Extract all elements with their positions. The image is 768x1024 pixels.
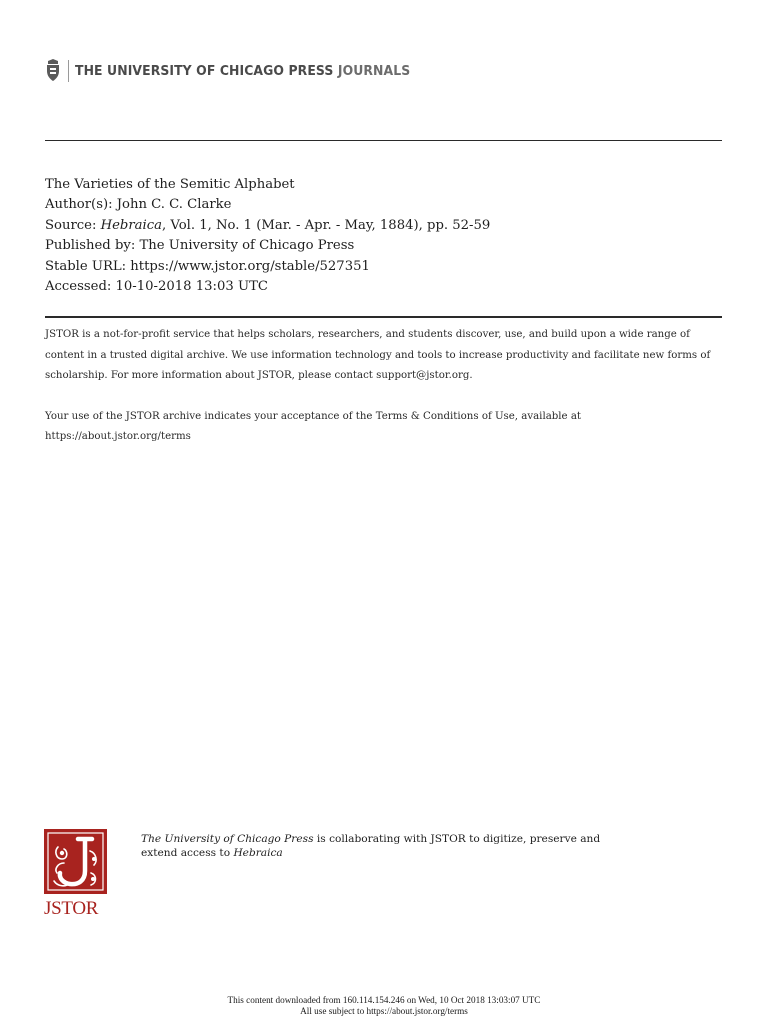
jstor-wordmark: JSTOR <box>44 898 99 919</box>
author-label: Author(s): <box>45 197 117 213</box>
stable-url-label: Stable URL: <box>45 258 131 274</box>
stable-url-link[interactable]: https://www.jstor.org/stable/527351 <box>130 258 370 274</box>
press-header <box>45 58 439 84</box>
footer-line-2: All use subject to https://about.jstor.org/terms <box>300 1005 468 1016</box>
publisher-label: Published by: <box>45 238 140 254</box>
middle-divider <box>45 316 722 318</box>
source-journal: Hebraica <box>100 217 162 233</box>
author-name: John C. C. Clarke <box>116 197 232 213</box>
jstor-ornamental-j-icon <box>44 829 107 894</box>
notice-paragraph-1: JSTOR is a not-for-profit service that helps scholars, researchers, and students discover, use, and build upon a wide range of content in a trusted digital archive. We use information technology and tools to increase productivity and facilitate new forms of scholarship. For more information about JSTOR, please contact support@jstor.org. <box>45 329 711 382</box>
source-details: , Vol. 1, No. 1 (Mar. - Apr. - May, 1884), pp. 52-59 <box>162 217 491 233</box>
publisher-line <box>45 236 490 256</box>
university-crest-icon <box>45 59 61 83</box>
footer-line-1: This content downloaded from 160.114.154.246 on Wed, 10 Oct 2018 13:03:07 UTC <box>227 995 541 1005</box>
author-line <box>45 195 490 215</box>
journals-text: JOURNALS <box>337 63 411 79</box>
article-title: The Varieties of the Semitic Alphabet <box>45 177 295 192</box>
collaboration-prefix: extend access to <box>141 847 234 859</box>
accessed-date: 10-10-2018 13:03 UTC <box>115 279 268 295</box>
collaboration-line-1 <box>141 832 600 846</box>
collaboration-statement <box>141 832 600 860</box>
download-footer <box>0 995 768 1016</box>
collaboration-line-2 <box>141 846 600 860</box>
publisher-name: The University of Chicago Press <box>139 238 355 254</box>
header-divider <box>68 60 69 82</box>
top-divider <box>45 140 722 141</box>
press-name[interactable] <box>75 63 410 79</box>
source-line <box>45 216 490 236</box>
notice-paragraph-2: Your use of the JSTOR archive indicates your acceptance of the Terms & Conditions of Use, available at https://about.jstor.org/terms <box>45 410 581 443</box>
collaboration-publisher: The University of Chicago Press <box>141 833 314 845</box>
citation-block <box>45 175 490 297</box>
accessed-line <box>45 277 490 297</box>
source-label: Source: <box>45 217 101 233</box>
collaboration-journal: Hebraica <box>233 847 283 859</box>
press-name-text: THE UNIVERSITY OF CHICAGO PRESS <box>75 63 334 79</box>
stable-url-line <box>45 257 490 277</box>
jstor-logo[interactable] <box>44 829 107 920</box>
accessed-label: Accessed: <box>45 279 116 295</box>
jstor-notice <box>45 325 725 448</box>
collaboration-text: is collaborating with JSTOR to digitize, preserve and <box>313 833 601 845</box>
